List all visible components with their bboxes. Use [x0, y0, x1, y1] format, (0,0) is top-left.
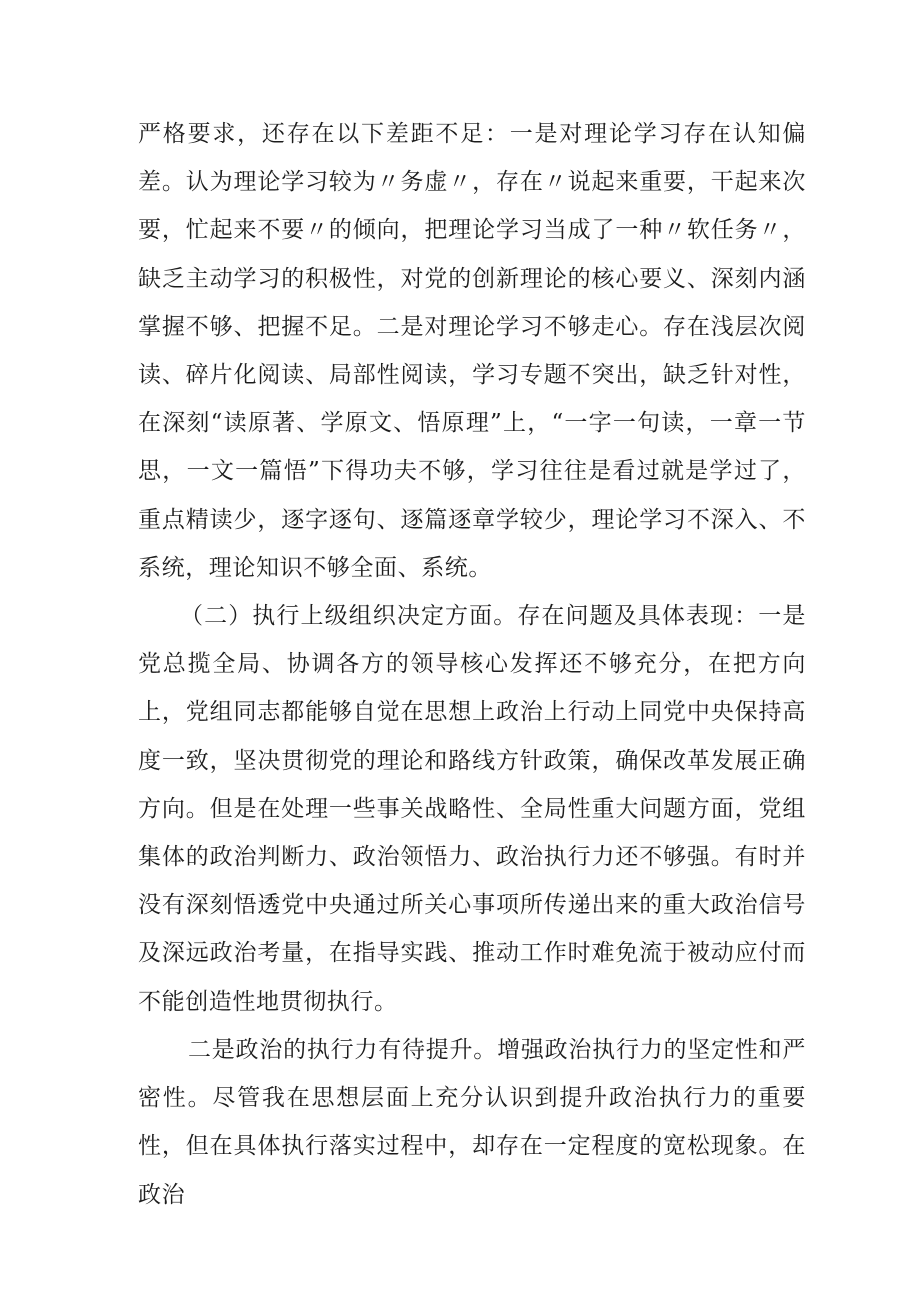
- body-paragraph-1: 严格要求，还存在以下差距不足：一是对理论学习存在认知偏差。认为理论学习较为〃务虚〃，存在〃说起来重要，干起来次要，忙起来不要〃的倾向，把理论学习当成了一种〃软任务〃，缺乏主动学习的积极性，对党的创新理论的核心要义、深刻内涵掌握不够、把握不足。二是对理论学习不够走心。存在浅层次阅读、碎片化阅读、局部性阅读，学习专题不突出，缺乏针对性，在深刻“读原著、学原文、悟原理”上，“一字一句读，一章一节思，一文一篇悟”下得功夫不够，学习往往是看过就是学过了，重点精读少，逐字逐句、逐篇逐章学较少，理论学习不深入、不系统，理论知识不够全面、系统。: [138, 121, 806, 581]
- body-paragraph-3: 二是政治的执行力有待提升。增强政治执行力的坚定性和严密性。尽管我在思想层面上充分认识到提升政治执行力的重要性，但在具体执行落实过程中，却存在一定程度的宽松现象。在政治: [138, 1037, 806, 1208]
- body-paragraph-2: （二）执行上级组织决定方面。存在问题及具体表现：一是党总揽全局、协调各方的领导核心发挥还不够充分，在把方向上，党组同志都能够自觉在思想上政治上行动上同党中央保持高度一致，坚决贯彻党的理论和路线方针政策，确保改革发展正确方向。但是在处理一些事关战略性、全局性重大问题方面，党组集体的政治判断力、政治领悟力、政治执行力还不够强。有时并没有深刻悟透党中央通过所关心事项所传递出来的重大政治信号及深远政治考量，在指导实践、推动工作时难免流于被动应付而不能创造性地贯彻执行。: [138, 603, 806, 1015]
